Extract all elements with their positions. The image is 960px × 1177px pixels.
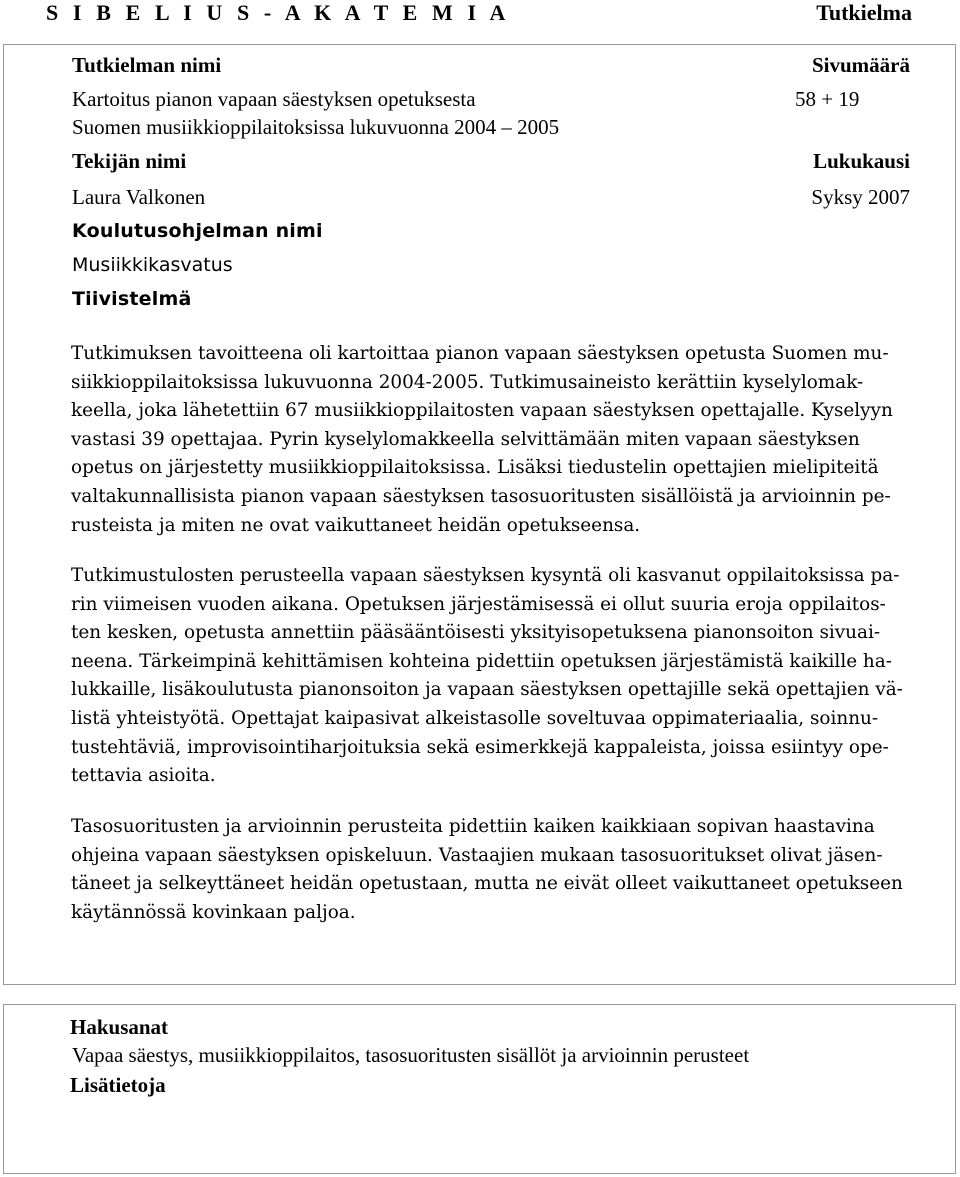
abstract-line: vastasi 39 opettajaa. Pyrin kyselylomakkeella selvittämään miten vapaan säestyksen (71, 428, 860, 450)
abstract-label: Tiivistelmä (72, 288, 192, 310)
abstract-line: opetus on järjestetty musiikkioppilaitoksissa. Lisäksi tiedustelin opettajien mielipiteitä (71, 457, 879, 479)
abstract-paragraph-3 (71, 813, 923, 927)
abstract-paragraph-2 (71, 562, 923, 791)
abstract-line: rusteista ja miten ne ovat vaikuttaneet heidän opetukseensa. (71, 514, 641, 536)
abstract-line: Tutkimuksen tavoitteena oli kartoittaa pianon vapaan säestyksen opetusta Suomen mu- (71, 343, 889, 364)
document-header (0, 0, 960, 34)
term-label: Lukukausi (813, 149, 910, 173)
abstract-line: keella, joka lähetettiin 67 musiikkioppilaitosten vapaan säestyksen opettajalle. Kyselyyn (71, 400, 893, 422)
pages-label: Sivumäärä (811, 53, 910, 77)
institution-name: S I B E L I U S - A K A T E M I A (46, 0, 510, 25)
abstract-line: rin viimeisen vuoden aikana. Opetuksen järjestämisessä ei ollut suuria eroja oppilaitos- (71, 593, 886, 615)
author-value: Laura Valkonen (72, 185, 206, 209)
pages-value: 58 + 19 (795, 87, 860, 111)
document-type: Tutkielma (816, 0, 912, 25)
abstract-paragraph-1 (71, 340, 923, 540)
author-label: Tekijän nimi (72, 149, 187, 173)
keywords-label: Hakusanat (70, 1015, 169, 1039)
abstract-line: neena. Tärkeimpinä kehittämisen kohteina pidettiin opetuksen järjestämistä kaikille ha- (71, 650, 892, 672)
abstract-line: listä yhteistyötä. Opettajat kaipasivat alkeistasolle soveltuvaa oppimateriaalia, soinnu- (71, 707, 879, 729)
abstract-line: ohjeina vapaan säestyksen opiskeluun. Vastaajien mukaan tasosuoritukset olivat jäsen- (71, 844, 883, 866)
abstract-line: käytännössä kovinkaan paljoa. (71, 901, 356, 923)
title-line-2: Suomen musiikkioppilaitoksissa lukuvuonna 2004 – 2005 (72, 115, 560, 139)
program-label: Koulutusohjelman nimi (72, 220, 323, 242)
keywords-value: Vapaa säestys, musiikkioppilaitos, tasosuoritusten sisällöt ja arvioinnin perusteet (72, 1043, 750, 1067)
abstract-line: ten kesken, opetusta annettiin pääsääntöisesti yksityisopetuksena pianonsoiton sivuai- (71, 622, 881, 644)
program-value: Musiikkikasvatus (72, 254, 233, 276)
abstract-line: Tasosuoritusten ja arvioinnin perusteita pidettiin kaiken kaikkiaan sopivan haastavina (71, 816, 875, 837)
title-label: Tutkielman nimi (72, 53, 222, 77)
abstract-line: lukkaille, lisäkoulutusta pianonsoiton ja vapaan säestyksen opettajille sekä opettajien vä- (71, 679, 903, 701)
term-value: Syksy 2007 (811, 185, 910, 209)
abstract-line: tustehtäviä, improvisointiharjoituksia sekä esimerkkejä kappaleista, joissa esiintyy ope- (71, 736, 889, 758)
abstract-line: siikkioppilaitoksissa lukuvuonna 2004-2005. Tutkimusaineisto kerättiin kyselylomak- (71, 371, 864, 393)
title-line-1: Kartoitus pianon vapaan säestyksen opetuksesta (72, 87, 476, 111)
abstract-line: valtakunnallisista pianon vapaan säestyksen tasosuoritusten sisällöistä ja arvioinnin pe- (71, 485, 891, 507)
abstract-line: tettavia asioita. (71, 765, 216, 787)
abstract-line: Tutkimustulosten perusteella vapaan säestyksen kysyntä oli kasvanut oppilaitoksissa pa- (71, 565, 900, 586)
abstract-line: täneet ja selkeyttäneet heidän opetustaan, mutta ne eivät olleet vaikuttaneet opetukseen (71, 873, 903, 895)
additional-info-label: Lisätietoja (70, 1073, 166, 1097)
